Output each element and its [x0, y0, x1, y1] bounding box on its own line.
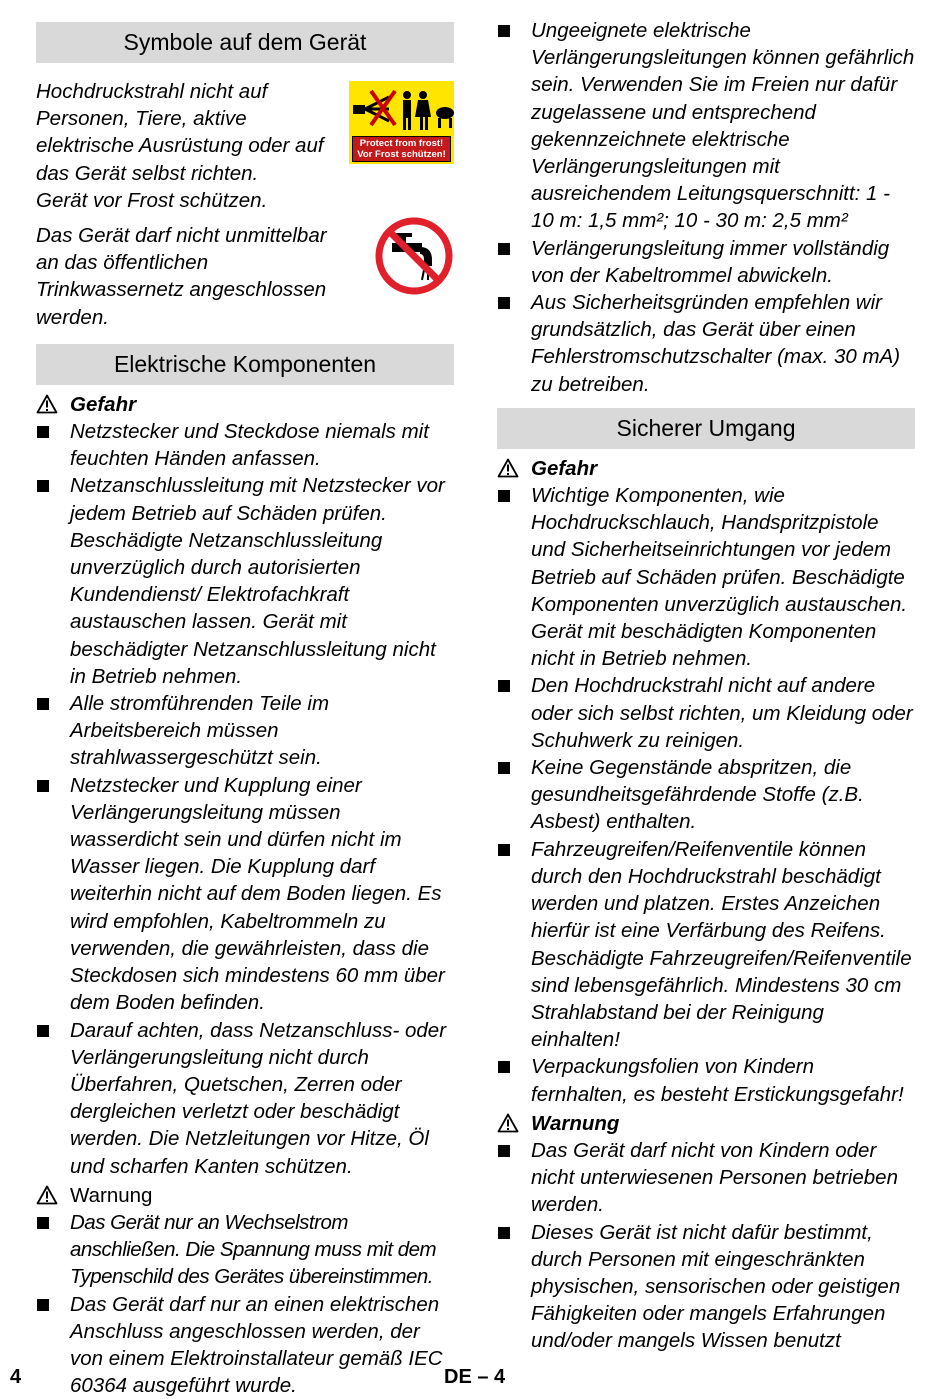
- danger-heading-right: [497, 455, 915, 482]
- symbols-text-1: Hochdruckstrahl nicht auf Personen, Tiere, aktive elektrische Ausrüstung oder auf das Gerät selbst richten.: [36, 80, 324, 185]
- warning-list-right: [497, 1137, 915, 1355]
- frost-label-line2: Vor Frost schützen!: [357, 149, 446, 160]
- page-number: 4: [10, 1366, 22, 1388]
- list-item: Aus Sicherheitsgründen empfehlen wir grundsätzlich, das Gerät über einen Fehlerstromschutzschalter (max. 30 mA) zu betreiben.: [497, 289, 915, 398]
- list-item: Verpackungsfolien von Kindern fernhalten, es besteht Erstickungsgefahr!: [497, 1053, 915, 1107]
- warning-triangle-icon: [36, 1185, 58, 1205]
- safe-handling-heading: Sicherer Umgang: [497, 408, 915, 449]
- extension-cable-list: [497, 17, 915, 398]
- warning-list-left: [36, 1209, 454, 1399]
- frost-label-box: [352, 136, 451, 162]
- list-item: Keine Gegenstände abspritzen, die gesundheitsgefährdende Stoffe (z.B. Asbest) enthalten.: [497, 754, 915, 836]
- list-item: Alle stromführenden Teile im Arbeitsbereich müssen strahlwassergeschützt sein.: [36, 690, 454, 772]
- list-item: Ungeeignete elektrische Verlängerungsleitungen können gefährlich sein. Verwenden Sie im Freien nur dafür zugelassene und entsprechend gekennzeichnete elektrische Verlängerungsleitungen mit ausreichendem Leitungsquerschnitt: 1 - 10 m: 1,5 mm²; 10 - 30 m: 2,5 mm²: [497, 17, 915, 235]
- list-item: Darauf achten, dass Netzanschluss- oder Verlängerungsleitung nicht durch Überfahren, Quetschen, Zerren oder dergleichen verletzt oder beschädigt werden. Die Netzleitungen vor Hitze, Öl und scharfen Kanten schützen.: [36, 1017, 454, 1180]
- warning-heading-left: [36, 1182, 454, 1209]
- list-item: Wichtige Komponenten, wie Hochdruckschlauch, Handspritzpistole und Sicherheitseinrichtungen vor jedem Betrieb auf Schäden prüfen. Beschädigte Komponenten unverzüglich austauschen. Gerät mit beschädigten Komponenten nicht in Betrieb nehmen.: [497, 482, 915, 672]
- frost-label-line1: Protect from frost!: [359, 138, 444, 149]
- warning-label-left: Warnung: [70, 1183, 153, 1207]
- danger-label-right: Gefahr: [531, 456, 598, 480]
- symbols-text-2: Gerät vor Frost schützen.: [36, 188, 268, 212]
- warning-label-right: Warnung: [531, 1111, 620, 1135]
- no-spray-icon: [349, 83, 454, 135]
- page-label: DE – 4: [444, 1366, 506, 1388]
- warning-triangle-icon: [36, 394, 58, 414]
- danger-heading-left: [36, 391, 454, 418]
- list-item: Das Gerät darf nicht von Kindern oder nicht unterwiesenen Personen betrieben werden.: [497, 1137, 915, 1219]
- warning-heading-right: [497, 1110, 915, 1137]
- danger-list-right: [497, 482, 915, 1108]
- symbols-heading: Symbole auf dem Gerät: [36, 22, 454, 63]
- list-item: Netzstecker und Kupplung einer Verlängerungsleitung müssen wasserdicht sein und dürfen nicht im Wasser liegen. Die Kupplung darf weiterhin nicht auf dem Boden liegen. Es wird empfohlen, Kabeltrommeln zu verwenden, die gewährleisten, dass die Steckdosen sich mindestens 60 mm über dem Boden befinden.: [36, 772, 454, 1017]
- list-item: Den Hochdruckstrahl nicht auf andere oder sich selbst richten, um Kleidung oder Schuhwerk zu reinigen.: [497, 672, 915, 754]
- list-item: Dieses Gerät ist nicht dafür bestimmt, durch Personen mit eingeschränkten physischen, sensorischen oder geistigen Fähigkeiten oder mangels Erfahrungen und/oder mangels Wissen benutzt: [497, 1219, 915, 1355]
- left-column: [36, 22, 454, 1399]
- right-column: [497, 17, 915, 1355]
- symbols-text-3: Das Gerät darf nicht unmittelbar an das öffentlichen Trinkwassernetz angeschlossen werden.: [36, 224, 327, 329]
- electric-components-heading: Elektrische Komponenten: [36, 344, 454, 385]
- warning-triangle-icon: [497, 458, 519, 478]
- danger-list-left: [36, 418, 454, 1180]
- danger-label-left: Gefahr: [70, 392, 137, 416]
- list-item: Netzanschlussleitung mit Netzstecker vor jedem Betrieb auf Schäden prüfen. Beschädigte Netzanschlussleitung unverzüglich durch autorisierten Kundendienst/ Elektrofachkraft austauschen lassen. Gerät mit beschädigter Netzanschlussleitung nicht in Betrieb nehmen.: [36, 472, 454, 690]
- list-item: Netzstecker und Steckdose niemals mit feuchten Händen anfassen.: [36, 418, 454, 472]
- list-item: Verlängerungsleitung immer vollständig von der Kabeltrommel abwickeln.: [497, 235, 915, 289]
- list-item: Fahrzeugreifen/Reifenventile können durch den Hochdruckstrahl beschädigt werden und platzen. Erstes Anzeichen hierfür ist eine Verfärbung des Reifens. Beschädigte Fahrzeugreifen/Reifenventile sind lebensgefährlich. Mindestens 30 cm Strahlabstand bei der Reinigung einhalten!: [497, 836, 915, 1054]
- no-drinking-water-connection-icon: [374, 216, 454, 296]
- frost-warning-label: [349, 81, 454, 164]
- warning-triangle-icon: [497, 1113, 519, 1133]
- list-item: Das Gerät darf nur an einen elektrischen Anschluss angeschlossen werden, der von einem Elektroinstallateur gemäß IEC 60364 ausgeführt wurde.: [36, 1291, 454, 1399]
- symbols-intro: [36, 78, 454, 214]
- list-item: Das Gerät nur an Wechselstrom anschließen. Die Spannung muss mit dem Typenschild des Gerätes übereinstimmen.: [36, 1209, 454, 1291]
- drinking-water-block: [36, 222, 454, 331]
